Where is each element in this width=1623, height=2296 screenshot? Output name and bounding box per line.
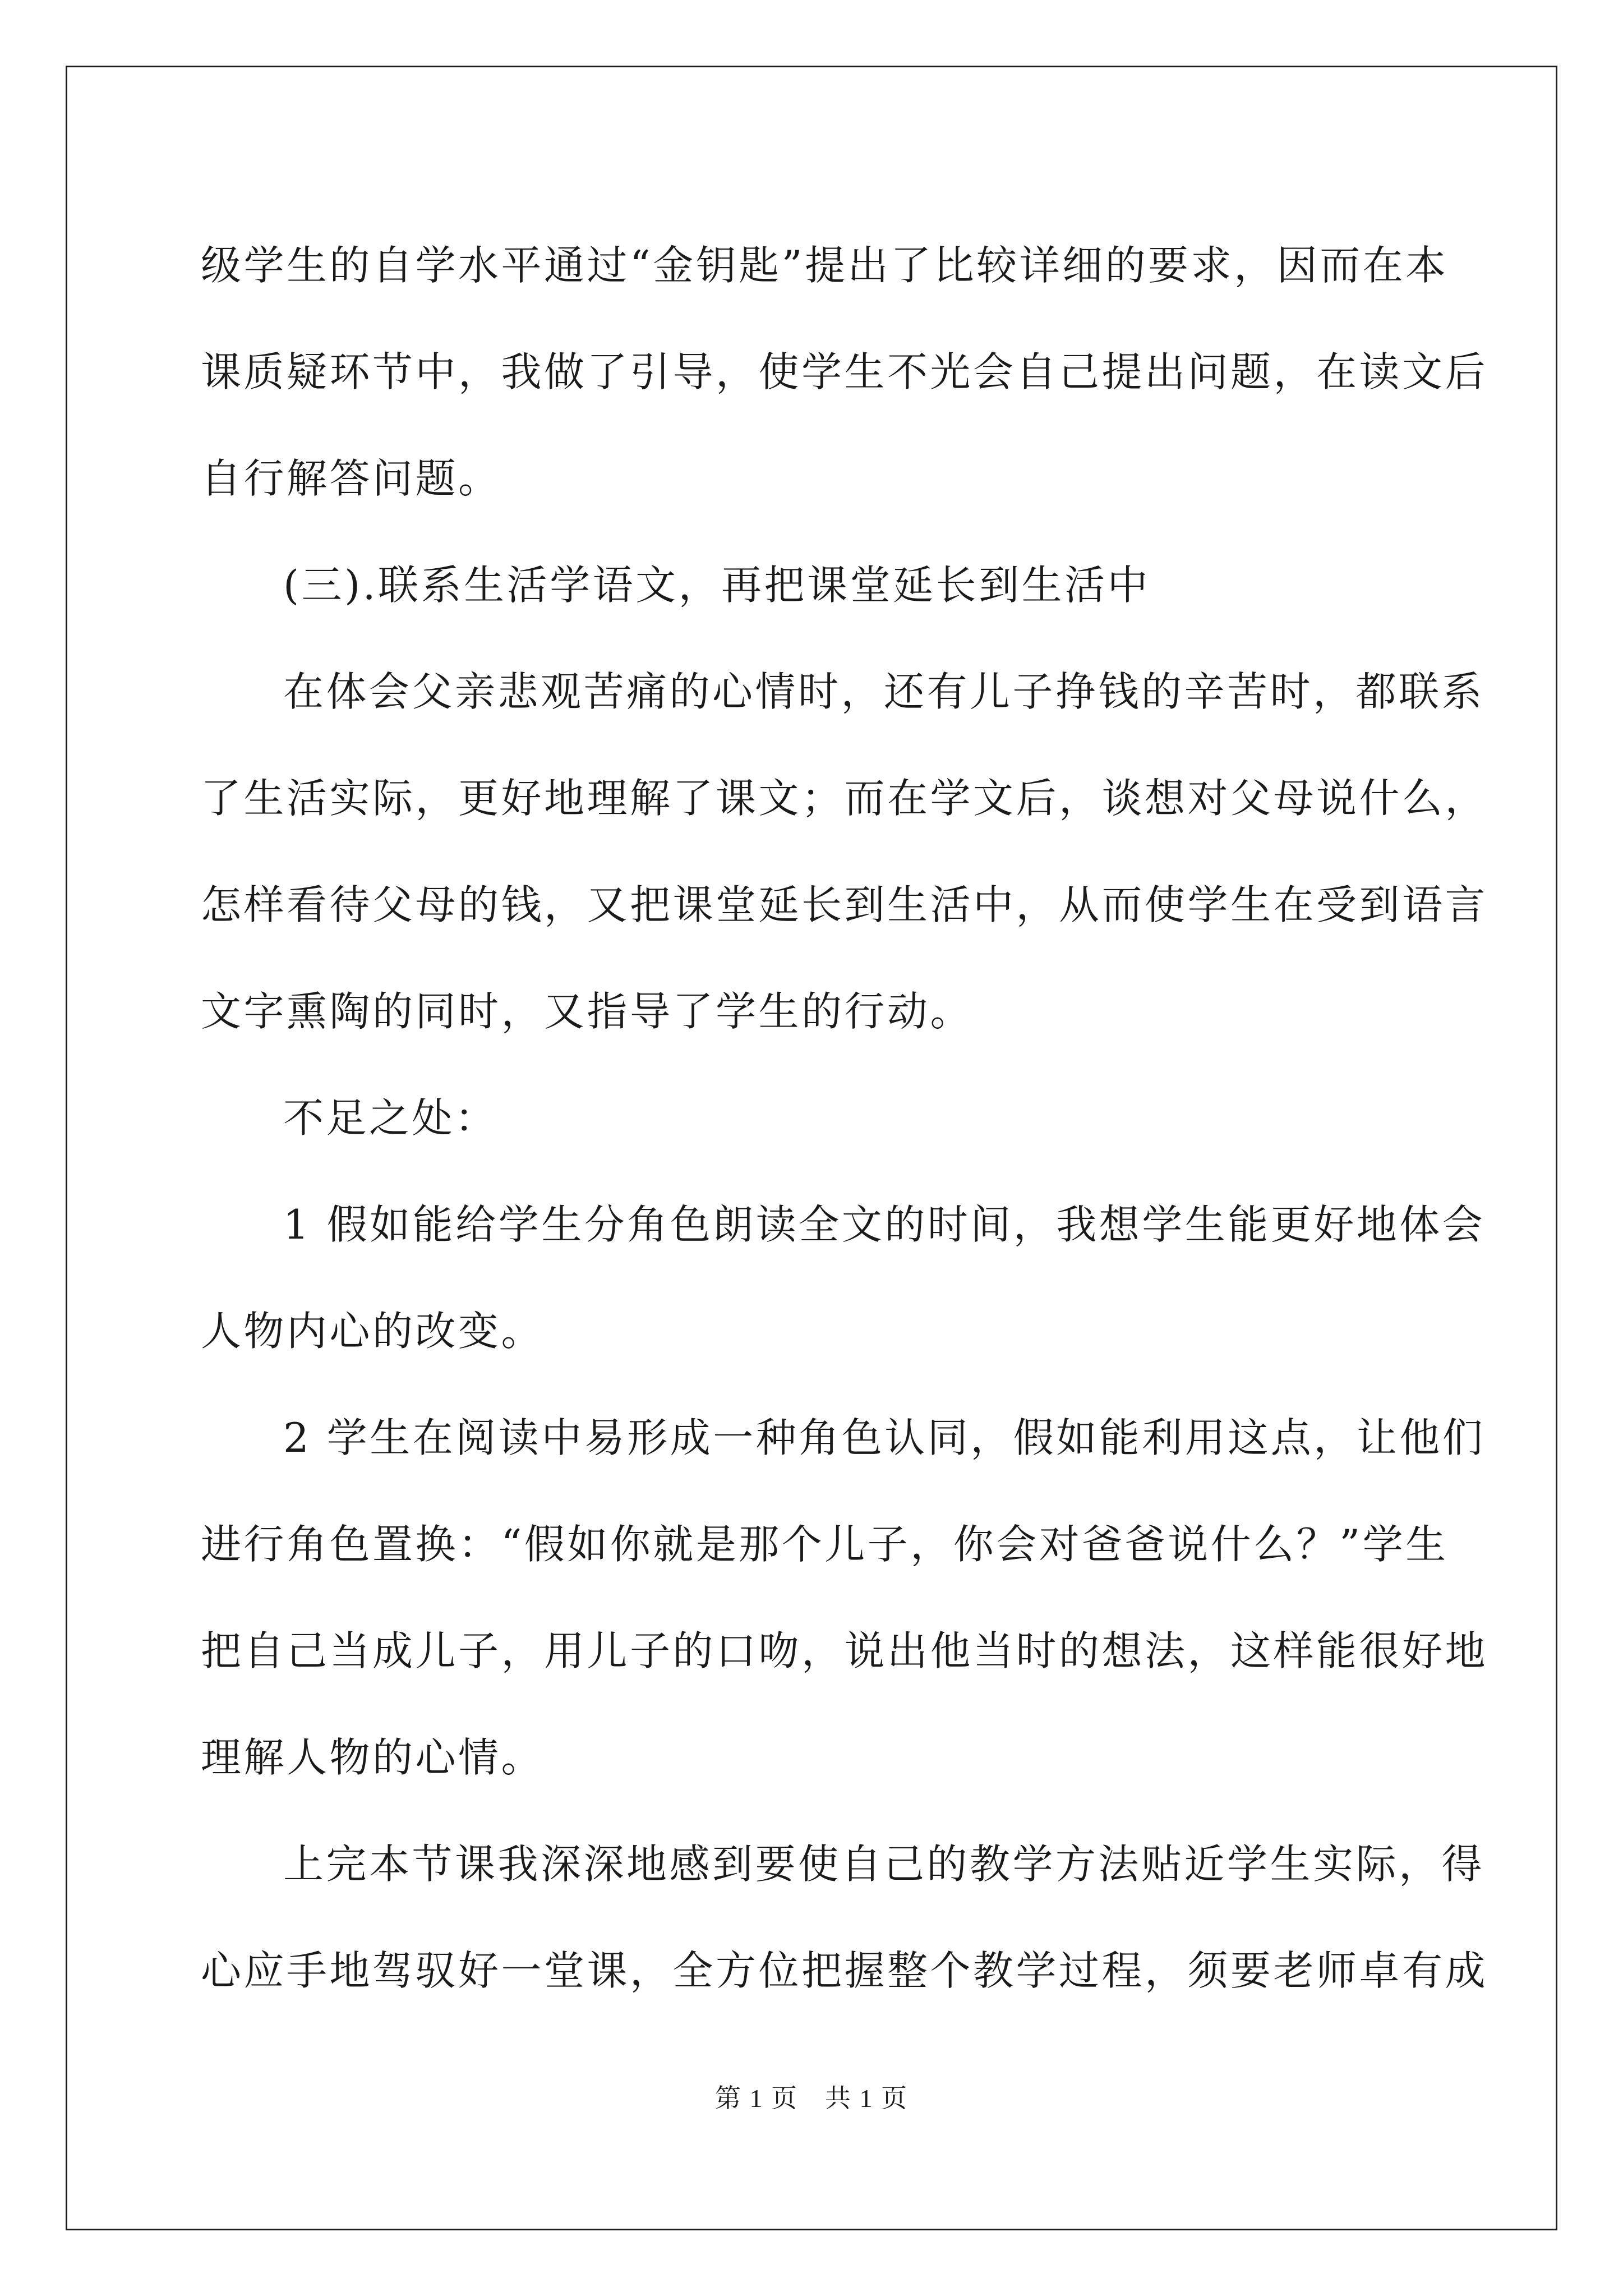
text-line: 自行解答问题。 — [201, 455, 501, 502]
list-item-line: 2 学生在阅读中易形成一种角色认同，假如能利用这点，让他们 — [283, 1414, 1486, 1461]
list-item-line: 把自己当成儿子，用儿子的口吻，说出他当时的想法，这样能很好地 — [201, 1627, 1488, 1674]
page-footer — [0, 2078, 1623, 2115]
page-total: 共 1 页 — [825, 2084, 908, 2113]
text-line: 心应手地驾驭好一堂课，全方位把握整个教学过程，须要老师卓有成 — [201, 1947, 1488, 1994]
section-heading: 不足之处： — [283, 1094, 498, 1142]
list-item-line: 进行角色置换：“假如你就是那个儿子，你会对爸爸说什么？”学生 — [201, 1521, 1449, 1568]
page-number: 第 1 页 — [715, 2084, 798, 2113]
list-item-line: 人物内心的改变。 — [201, 1308, 545, 1355]
text-line: 课质疑环节中，我做了引导，使学生不光会自己提出问题，在读文后 — [201, 348, 1488, 395]
text-line: 级学生的自学水平通过“金钥匙”提出了比较详细的要求，因而在本 — [201, 242, 1449, 289]
list-item-line: 1 假如能给学生分角色朗读全文的时间，我想学生能更好地体会 — [283, 1201, 1486, 1248]
text-line: 上完本节课我深深地感到要使自己的教学方法贴近学生实际，得 — [283, 1841, 1485, 1888]
document-body — [201, 212, 1488, 2024]
document-text — [201, 212, 1488, 2024]
section-heading: (三).联系生活学语文，再把课堂延长到生活中 — [283, 562, 1151, 609]
text-line: 了生活实际，更好地理解了课文；而在学文后，谈想对父母说什么， — [201, 775, 1488, 822]
text-line: 在体会父亲悲观苦痛的心情时，还有儿子挣钱的辛苦时，都联系 — [283, 668, 1485, 715]
text-line: 怎样看待父母的钱，又把课堂延长到生活中，从而使学生在受到语言 — [201, 881, 1488, 928]
list-item-line: 理解人物的心情。 — [201, 1734, 545, 1781]
text-line: 文字熏陶的同时，又指导了学生的行动。 — [201, 988, 974, 1035]
